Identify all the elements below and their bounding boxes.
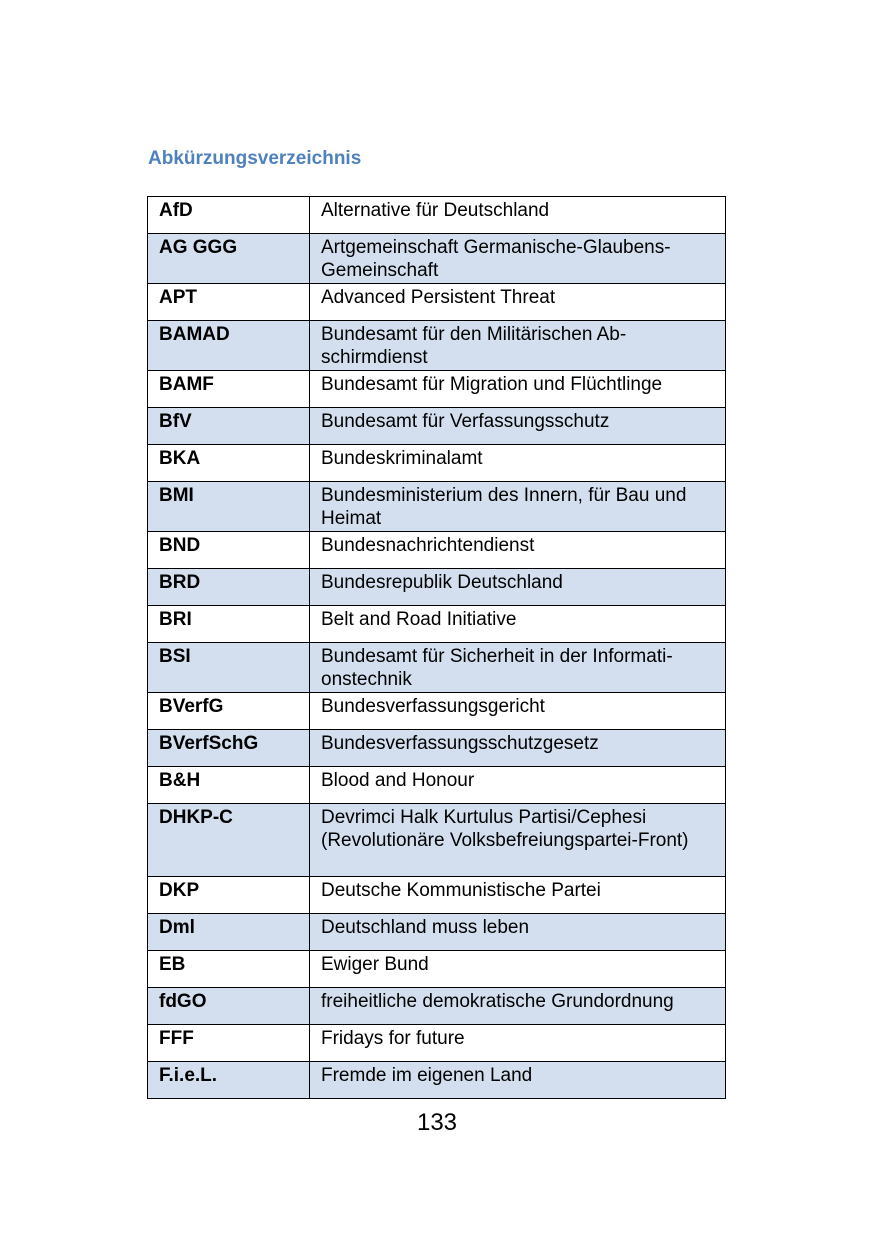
abbreviation-cell: DHKP-C xyxy=(148,804,310,877)
description-cell: Bundesamt für Migration und Flüchtlinge xyxy=(310,371,726,408)
table-row xyxy=(148,606,726,643)
description-cell: Advanced Persistent Threat xyxy=(310,284,726,321)
table-row xyxy=(148,804,726,877)
table-row xyxy=(148,988,726,1025)
abbreviation-cell: BND xyxy=(148,532,310,569)
description-cell: Bundesamt für Sicherheit in der Informati-onstechnik xyxy=(310,643,726,693)
abbreviation-cell: BVerfSchG xyxy=(148,730,310,767)
table-row xyxy=(148,197,726,234)
table-row xyxy=(148,877,726,914)
description-cell: Ewiger Bund xyxy=(310,951,726,988)
table-row xyxy=(148,693,726,730)
abbreviation-cell: AfD xyxy=(148,197,310,234)
table-row xyxy=(148,371,726,408)
table-row xyxy=(148,569,726,606)
table-row xyxy=(148,643,726,693)
description-cell: Fremde im eigenen Land xyxy=(310,1062,726,1099)
description-cell: Bundesamt für den Militärischen Ab-schirmdienst xyxy=(310,321,726,371)
abbreviation-cell: EB xyxy=(148,951,310,988)
description-cell: Bundeskriminalamt xyxy=(310,445,726,482)
table-row xyxy=(148,234,726,284)
abbreviation-cell: FFF xyxy=(148,1025,310,1062)
description-cell: Alternative für Deutschland xyxy=(310,197,726,234)
description-cell: Bundesamt für Verfassungsschutz xyxy=(310,408,726,445)
table-row xyxy=(148,321,726,371)
description-cell: Belt and Road Initiative xyxy=(310,606,726,643)
abbreviation-cell: BRI xyxy=(148,606,310,643)
description-cell: Artgemeinschaft Germanische-Glaubens-Gemeinschaft xyxy=(310,234,726,284)
abbreviation-cell: F.i.e.L. xyxy=(148,1062,310,1099)
description-cell: Bundesverfassungsschutzgesetz xyxy=(310,730,726,767)
description-cell: Bundesrepublik Deutschland xyxy=(310,569,726,606)
table-row xyxy=(148,532,726,569)
table-row xyxy=(148,767,726,804)
abbreviation-cell: BRD xyxy=(148,569,310,606)
abbreviation-cell: BKA xyxy=(148,445,310,482)
table-row xyxy=(148,445,726,482)
description-cell: Bundesministerium des Innern, für Bau und Heimat xyxy=(310,482,726,532)
table-row xyxy=(148,408,726,445)
abbreviation-cell: APT xyxy=(148,284,310,321)
abbreviation-cell: AG GGG xyxy=(148,234,310,284)
description-cell: Bundesnachrichtendienst xyxy=(310,532,726,569)
table-row xyxy=(148,914,726,951)
abbreviation-cell: fdGO xyxy=(148,988,310,1025)
description-cell: Devrimci Halk Kurtulus Partisi/Cephesi (Revolutionäre Volksbefreiungspartei-Front) xyxy=(310,804,726,877)
description-cell: freiheitliche demokratische Grundordnung xyxy=(310,988,726,1025)
table-row xyxy=(148,730,726,767)
abbreviation-cell: DKP xyxy=(148,877,310,914)
table-row xyxy=(148,284,726,321)
abbreviation-cell: BMI xyxy=(148,482,310,532)
abbreviation-cell: BfV xyxy=(148,408,310,445)
abbreviation-table xyxy=(147,196,726,1099)
table-row xyxy=(148,482,726,532)
description-cell: Fridays for future xyxy=(310,1025,726,1062)
page-title: Abkürzungsverzeichnis xyxy=(148,148,362,169)
table-row xyxy=(148,1062,726,1099)
description-cell: Deutsche Kommunistische Partei xyxy=(310,877,726,914)
abbreviation-cell: BAMF xyxy=(148,371,310,408)
table-row xyxy=(148,1025,726,1062)
abbreviation-cell: B&H xyxy=(148,767,310,804)
description-cell: Blood and Honour xyxy=(310,767,726,804)
abbreviation-cell: BSI xyxy=(148,643,310,693)
abbreviation-cell: Dml xyxy=(148,914,310,951)
abbreviation-cell: BVerfG xyxy=(148,693,310,730)
abbreviation-cell: BAMAD xyxy=(148,321,310,371)
description-cell: Bundesverfassungsgericht xyxy=(310,693,726,730)
description-cell: Deutschland muss leben xyxy=(310,914,726,951)
table-row xyxy=(148,951,726,988)
page-number: 133 xyxy=(416,1109,458,1136)
